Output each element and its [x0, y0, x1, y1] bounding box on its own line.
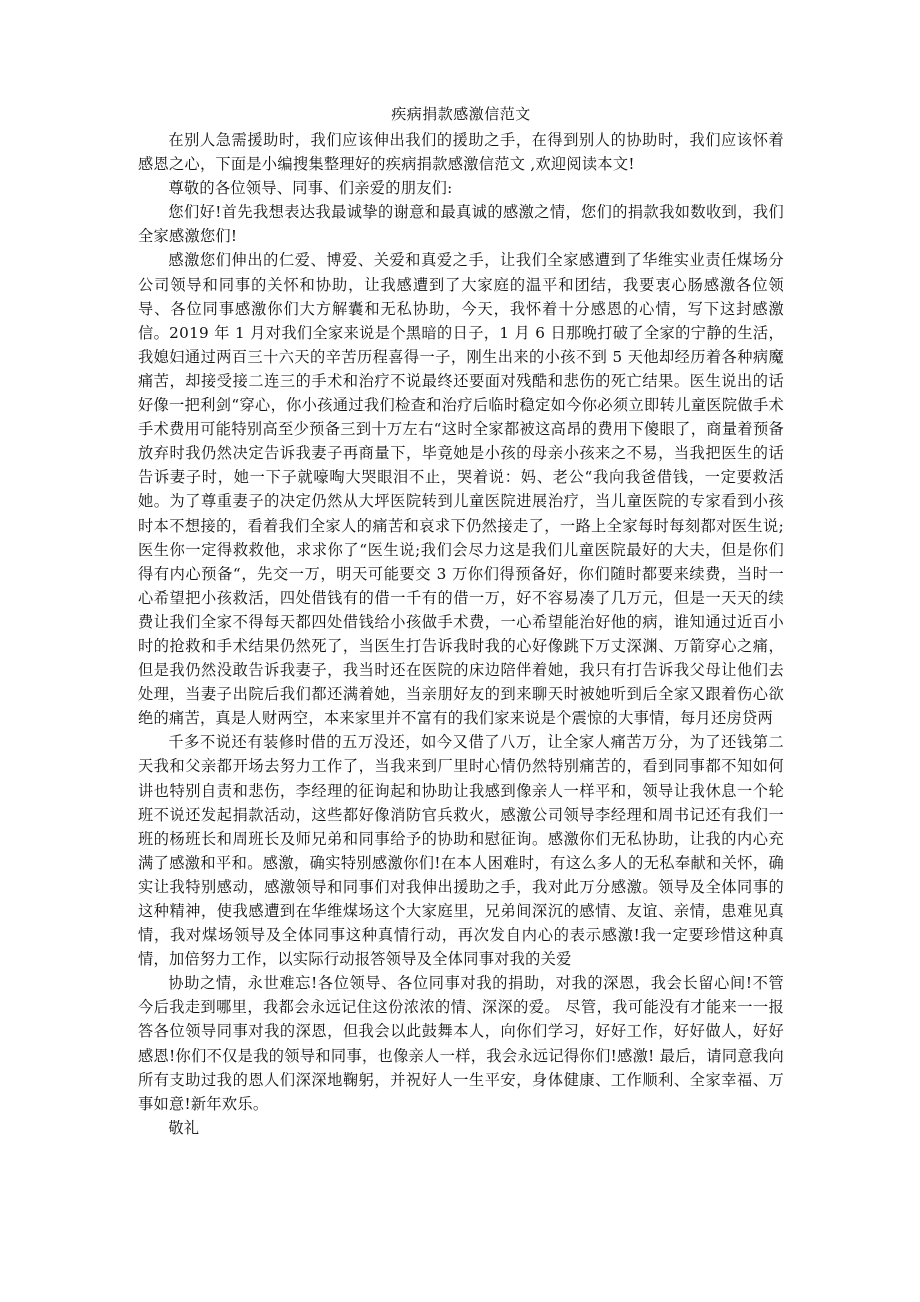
body-paragraph-gratitude: 千多不说还有装修时借的五万没还，如今又借了八万，让全家人痛苦万分，为了还钱第二天我和父亲都开场去努力工作了，当我来到厂里时心情仍然特别痛苦的，看到同事都不知如何讲也特别自责和悲伤，李经理的征询起和协助让我感到像亲人一样平和，领导让我休息一个轮班不说还发起捐款活动，这些都好像消防官兵救火，感激公司领导李经理和周书记还有我们一班的杨班长和周班长及师兄弟和同事给予的协助和慰征询。感激你们无私协助，让我的内心充满了感激和平和。感激，确实特别感激你们!在本人困难时，有这么多人的无私奉献和关怀，确实让我特别感动，感激领导和同事们对我伸出援助之手，我对此万分感激。领导及全体同事的这种精神，使我感遭到在华维煤场这个大家庭里，兄弟间深沉的感情、友谊、亲情，患难见真情，我对煤场领导及全体同事这种真情行动，再次发自内心的表示感激!我一定要珍惜这种真情，加倍努力工作，以实际行动报答领导及全体同事对我的关爱 — [138, 733, 784, 969]
salutation: 尊敬的各位领导、同事、们亲爱的朋友们: — [168, 179, 453, 198]
document-title: 疾病捐款感激信范文 — [391, 105, 531, 123]
greeting-paragraph: 您们好!首先我想表达我最诚挚的谢意和最真诚的感激之情，您们的捐款我如数收到，我们全家感激您们! — [138, 203, 784, 246]
document-page — [138, 102, 784, 1140]
body-paragraph-closing: 协助之情，永世难忘!各位领导、各位同事对我的捐助，对我的深恩，我会长留心间!不管今后我走到哪里，我都会永远记住这份浓浓的情、深深的爱。 尽管，我可能没有才能来一一报答各位领导同事对我的深恩，但我会以此鼓舞本人，向你们学习，好好工作，好好做人，好好感恩!你们不仅是我的领导和同事，也像亲人一样，我会永远记得你们!感激! 最后，请同意我向所有支助过我的恩人们深深地鞠躬，并祝好人一生平安，身体健康、工作顺利、全家幸福、万事如意!新年欢乐。 — [138, 974, 784, 1113]
closing-regards: 敬礼 — [168, 1118, 200, 1137]
body-paragraph-story: 感激您们伸出的仁爱、博爱、关爱和真爱之手，让我们全家感遭到了华维实业责任煤场分公司领导和同事的关怀和协助，让我感遭到了大家庭的温平和团结，我要衷心肠感激各位领导、各位同事感激你们大方解囊和无私协助，今天，我怀着十分感恩的心情，写下这封感激信。2019 年 1 月对我们全家来说是个黑暗的日子，1 月 6 日那晚打破了全家的宁静的生活，我媳妇通过两百三十六天的辛苦历程喜得一子，刚生出来的小孩不到 5 天他却经历着各种病魔痛苦，却接受接二连三的手术和治疗不说最终还要面对残酷和悲伤的死亡结果。医生说出的话好像一把利剑“穿心，你小孩通过我们检查和治疗后临时稳定如今你必须立即转儿童医院做手术手术费用可能特别高至少预备三到十万左右“这时全家都被这高昂的费用下傻眼了，商量着预备放弃时我仍然决定告诉我妻子再商量下，毕竟她是小孩的母亲小孩来之不易，当我把医生的话告诉妻子时，她一下子就嚎啕大哭眼泪不止，哭着说：妈、老公“我向我爸借钱，一定要救活她。为了尊重妻子的决定仍然从大坪医院转到儿童医院进展治疗，当儿童医院的专家看到小孩时本不想接的，看着我们全家人的痛苦和哀求下仍然接走了，一路上全家每时每刻都对医生说;医生你一定得救救他，求求你了“医生说;我们会尽力这是我们儿童医院最好的大夫，但是你们得有内心预备“，先交一万，明天可能要交 3 万你们得预备好，你们随时都要来续费，当时一心希望把小孩救活，四处借钱有的借一千有的借一万，好不容易凑了几万元，但是一天天的续费让我们全家不得每天都四处借钱给小孩做手术费，一心希望能治好他的病，谁知通过近百小时的抢救和手术结果仍然死了，当医生打告诉我时我的心好像跳下万丈深渊、万箭穿心之痛，但是我仍然没敢告诉我妻子，我当时还在医院的床边陪伴着她，我只有打告诉我父母让他们去处理，当妻子出院后我们都还满着她，当亲朋好友的到来聊天时被她听到后全家又跟着伤心欲绝的痛苦，真是人财两空，本来家里并不富有的我们家来说是个震惊的大事情，每月还房贷两 — [138, 251, 784, 728]
intro-paragraph: 在别人急需援助时，我们应该伸出我们的援助之手，在得到别人的协助时，我们应该怀着感恩之心，下面是小编搜集整理好的疾病捐款感激信范文 ,欢迎阅读本文! — [138, 131, 784, 174]
